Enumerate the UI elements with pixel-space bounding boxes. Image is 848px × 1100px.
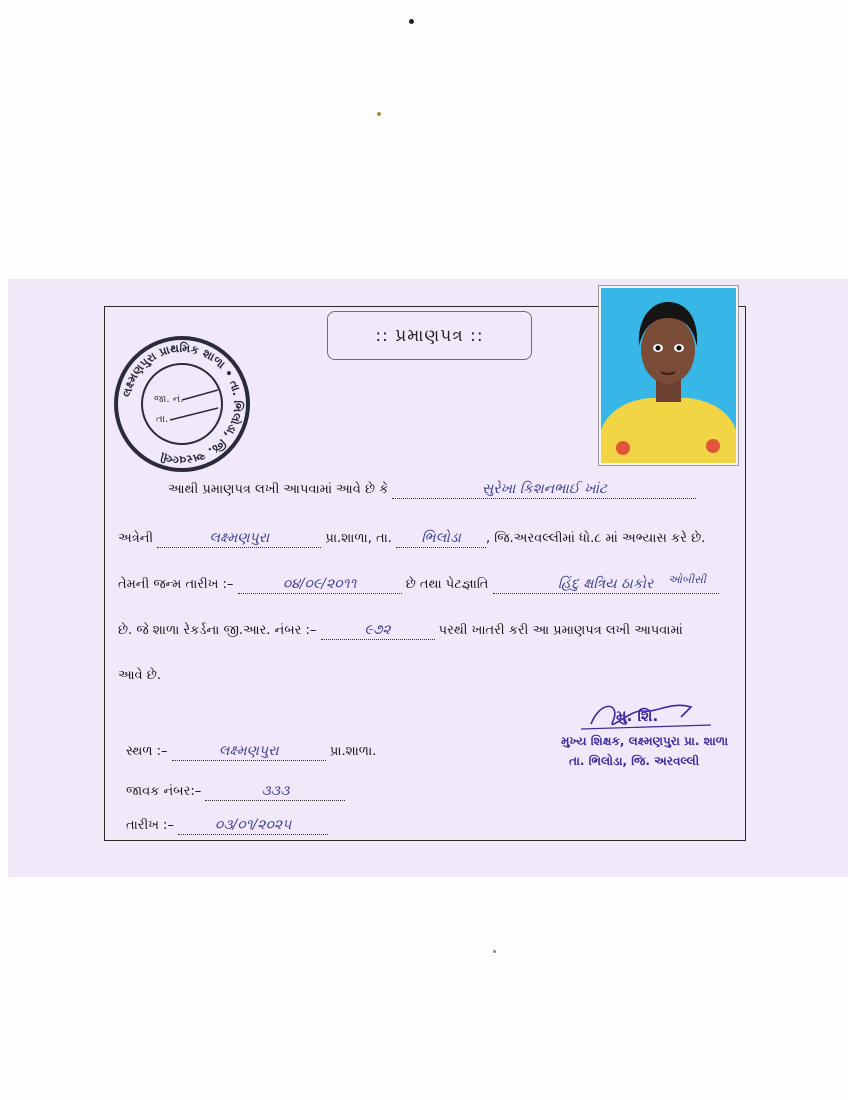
body-line-5 [118,668,161,683]
caste-field: હિંદુ ક્ષત્રિય ઠાકોર [493,575,719,594]
body-line-4 [118,621,683,640]
body-line-2 [118,529,705,548]
caste-sub-field: ઓબીસી [668,573,707,586]
taluka-field: ભિલોડા [396,529,486,548]
place-suffix: પ્રા.શાળા. [329,744,377,759]
student-photo-image [601,288,736,463]
place-field: લક્ષ્મણપુરા [172,742,326,761]
outward-label: જાવક નંબર:– [126,784,202,799]
gr-number-field: ૯૭૨ [321,621,435,640]
stamp-date-label: તા. [156,414,169,425]
line1-text: આથી પ્રમાણપત્ર લખી આપવામાં આવે છે કે [168,482,389,497]
line3-prefix: તેમની જન્મ તારીખ :– [118,577,234,592]
student-photo [599,286,738,465]
scan-speck [409,19,414,24]
line4-suffix: પરથી ખાતરી કરી આ પ્રમાણપત્ર લખી આપવામાં [438,623,683,638]
certificate-sheet [8,279,848,877]
outward-number-field: ૩૩૩ [205,782,345,801]
birth-date-field: ૦૪/૦૯/૨૦૧૧ [238,575,402,594]
stamp-no-label: જા. નં. [154,394,184,405]
issue-date-field: ૦૩/૦૧/૨૦૨૫ [178,816,328,835]
school-name-field: લક્ષ્મણપુરા [157,529,321,548]
scan-speck [493,950,496,953]
line2-prefix: અત્રેની [118,531,154,546]
issue-date-line [126,816,328,835]
line2-mid: પ્રા.શાળા, તા. [325,531,392,546]
place-label: સ્થળ :– [126,744,168,759]
line3-mid: છે તથા પેટજ્ઞાતિ [405,577,489,592]
body-line-3 [118,575,719,594]
signature-line-2: તા. ભિલોડા, જિ. અરવલ્લી [569,754,700,768]
outward-number-line [126,782,345,801]
line4-prefix: છે. જે શાળા રેકર્ડના જી.આર. નંબર :– [118,623,317,638]
school-stamp [112,334,252,474]
body-line-1 [168,480,696,499]
signature-abbr: મુ. શિ. [616,707,659,725]
student-name-field: સુરેખા કિશનભાઈ ખાંટ [392,480,696,499]
place-line [126,742,376,761]
line5-text: આવે છે. [118,668,161,683]
scan-speck [377,112,381,116]
line2-suffix: , જિ.અરવલ્લીમાં ધો.૮ માં અભ્યાસ કરે છે. [486,531,706,546]
stamp-ring-text: લક્ષ્મણપુરા પ્રાથમિક શાળા • તા. ભિલોડા, જિ. અરવલ્લી [119,340,246,468]
issue-date-label: તારીખ :– [126,818,174,833]
certificate-title: :: પ્રમાણપત્ર :: [327,311,532,360]
signature-line-1: મુખ્ય શિક્ષક, લક્ષ્મણપુરા પ્રા. શાળા [561,734,729,748]
